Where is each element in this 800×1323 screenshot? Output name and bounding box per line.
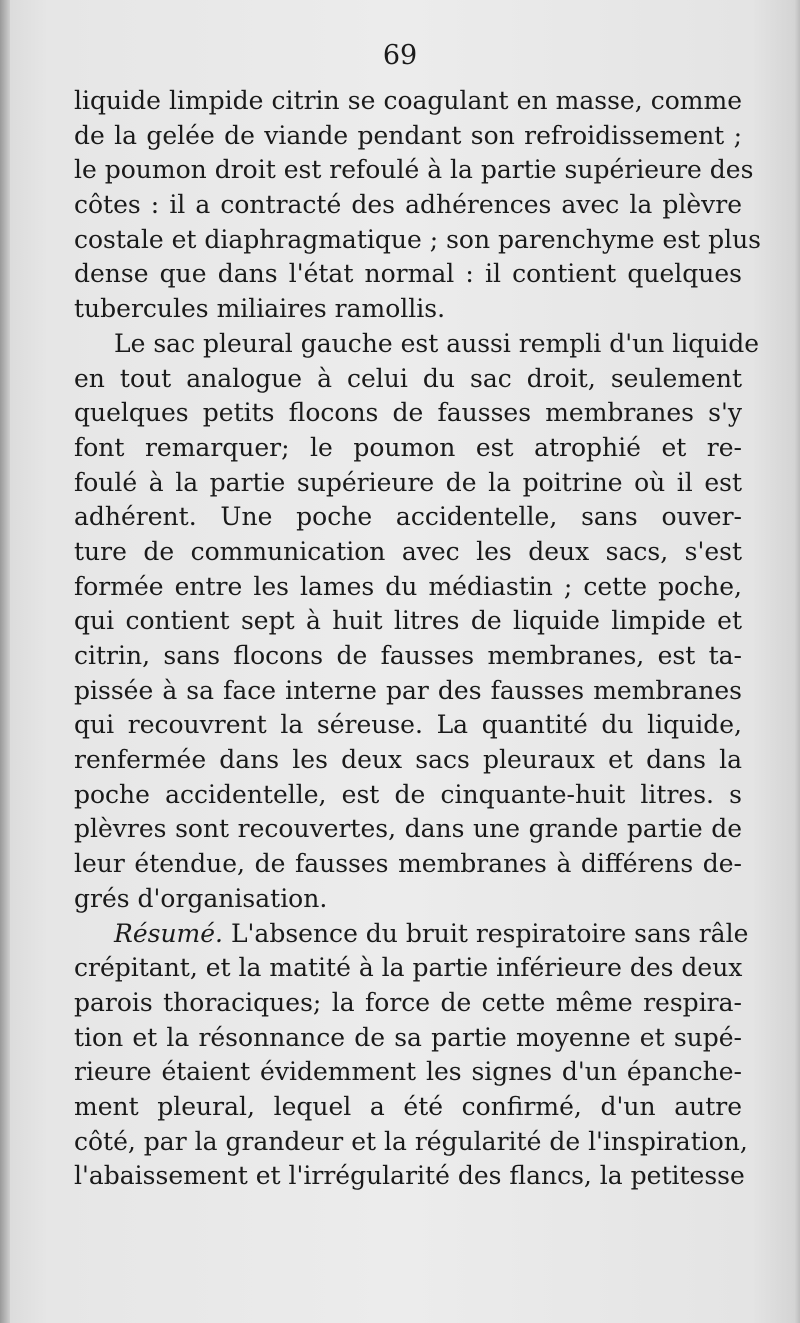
text-line: côté, par la grandeur et la régularité de l'inspiration, — [74, 1126, 748, 1156]
text-line: adhérent. Une poche accidentelle, sans ouver- — [74, 502, 742, 532]
text-line: qui contient sept à huit litres de liquide limpide et — [74, 606, 742, 636]
text-line: parois thoraciques; la force de cette même respira- — [74, 987, 742, 1017]
text-line: L'absence du bruit respiratoire sans râle — [230, 918, 749, 948]
text-line: en tout analogue à celui du sac droit, seulement — [74, 363, 742, 393]
text-line: leur étendue, de fausses membranes à différens de- — [74, 849, 742, 879]
text-line: font remarquer; le poumon est atrophié et re- — [74, 432, 742, 462]
text-line: ment pleural, lequel a été confirmé, d'un autre — [74, 1091, 742, 1121]
text-line: l'abaissement et l'irrégularité des flancs, la petitesse — [74, 1161, 745, 1191]
text-line: ture de communication avec les deux sacs, s'est — [74, 536, 742, 566]
page-number: 69 — [382, 40, 418, 71]
resume-line — [74, 917, 749, 952]
text-line: grés d'organisation. — [74, 883, 328, 913]
text-line: Le sac pleural gauche est aussi rempli d'un liquide — [114, 328, 760, 358]
text-line: crépitant, et la matité à la partie inférieure des deux — [74, 953, 743, 983]
text-line: le poumon droit est refoulé à la partie supérieure des — [74, 155, 754, 185]
page-right-edge — [794, 0, 800, 1323]
text-line: costale et diaphragmatique ; son parenchyme est plus — [74, 224, 761, 254]
text-line: formée entre les lames du médiastin ; cette poche, — [74, 571, 742, 601]
text-line: de la gelée de viande pendant son refroidissement ; — [74, 120, 742, 150]
text-line: poche accidentelle, est de cinquante-huit litres. s — [74, 779, 742, 809]
text-line: citrin, sans flocons de fausses membranes, est ta- — [74, 641, 742, 670]
text-line: quelques petits flocons de fausses membranes s'y — [74, 398, 742, 428]
page-body-text — [74, 84, 761, 1194]
text-line: dense que dans l'état normal : il contient quelques — [74, 259, 742, 289]
text-line: rieure étaient évidemment les signes d'un épanche- — [74, 1057, 742, 1087]
text-line: liquide limpide citrin se coagulant en masse, comme — [74, 86, 742, 115]
text-line: pissée à sa face interne par des fausses membranes — [74, 675, 742, 705]
text-line: côtes : il a contracté des adhérences avec la plèvre — [74, 190, 742, 220]
text-line: tubercules miliaires ramollis. — [74, 294, 446, 324]
resume-label: Résumé. — [114, 918, 223, 948]
text-line: plèvres sont recouvertes, dans une grande partie de — [74, 814, 742, 844]
text-line: foulé à la partie supérieure de la poitrine où il est — [74, 467, 742, 497]
text-line: qui recouvrent la séreuse. La quantité du liquide, — [74, 710, 742, 740]
text-line: tion et la résonnance de sa partie moyenne et supé- — [74, 1022, 742, 1052]
text-line: renfermée dans les deux sacs pleuraux et dans la — [74, 745, 742, 775]
page-left-edge — [0, 0, 10, 1323]
